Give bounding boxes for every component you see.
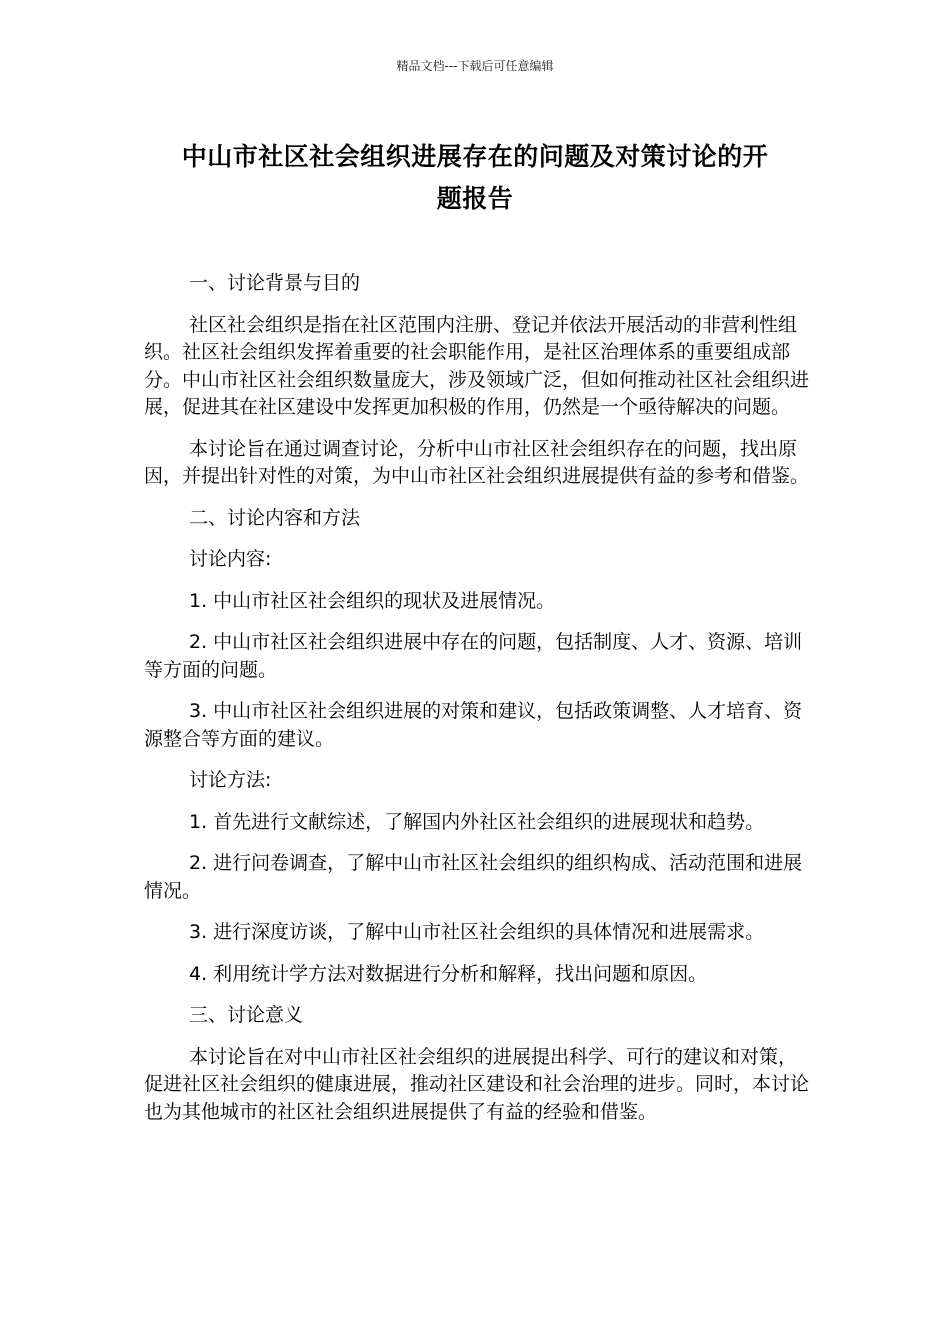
section-heading: 二、讨论内容和方法 [189, 506, 361, 529]
list-item: 3. 进行深度访谈，了解中山市社区社会组织的具体情况和进展需求。 [189, 921, 765, 943]
list-item: 2. 中山市社区社会组织进展中存在的问题，包括制度、人才、资源、培训等方面的问题。 [144, 631, 803, 681]
subheading: 讨论内容: [189, 548, 272, 570]
list-item: 1. 首先进行文献综述，了解国内外社区社会组织的进展现状和趋势。 [189, 810, 765, 833]
list-item: 1. 中山市社区社会组织的现状及进展情况。 [189, 589, 556, 612]
title-line-1: 中山市社区社会组织进展存在的问题及对策讨论的开 [181, 142, 769, 171]
document-title [135, 136, 815, 220]
subheading: 讨论方法: [189, 769, 272, 791]
paragraph: 本讨论旨在通过调查讨论，分析中山市社区社会组织存在的问题，找出原因，并提出针对性的对策，为中山市社区社会组织进展提供有益的参考和借鉴。 [144, 437, 810, 487]
document-body [144, 270, 810, 1140]
paragraph: 社区社会组织是指在社区范围内注册、登记并依法开展活动的非营利性组织。社区社会组织发挥着重要的社会职能作用，是社区治理体系的重要组成部分。中山市社区社会组织数量庞大，涉及领域广泛，但如何推动社区社会组织进展，促进其在社区建设中发挥更加积极的作用，仍然是一个亟待解决的问题。 [144, 313, 810, 418]
section-heading: 三、讨论意义 [189, 1004, 304, 1026]
header-note: 精品文档---下载后可任意编辑 [396, 59, 554, 73]
title-line-2: 题报告 [436, 184, 514, 213]
list-item: 2. 进行问卷调查，了解中山市社区社会组织的组织构成、活动范围和进展情况。 [144, 852, 803, 902]
section-heading: 一、讨论背景与目的 [189, 272, 361, 294]
list-item: 4. 利用统计学方法对数据进行分析和解释，找出问题和原因。 [189, 962, 708, 985]
list-item: 3. 中山市社区社会组织进展的对策和建议，包括政策调整、人才培育、资源整合等方面的建议。 [144, 700, 803, 750]
paragraph: 本讨论旨在对中山市社区社会组织的进展提出科学、可行的建议和对策，促进社区社会组织的健康进展，推动社区建设和社会治理的进步。同时，本讨论也为其他城市的社区社会组织进展提供了有益的经验和借鉴。 [144, 1045, 810, 1123]
